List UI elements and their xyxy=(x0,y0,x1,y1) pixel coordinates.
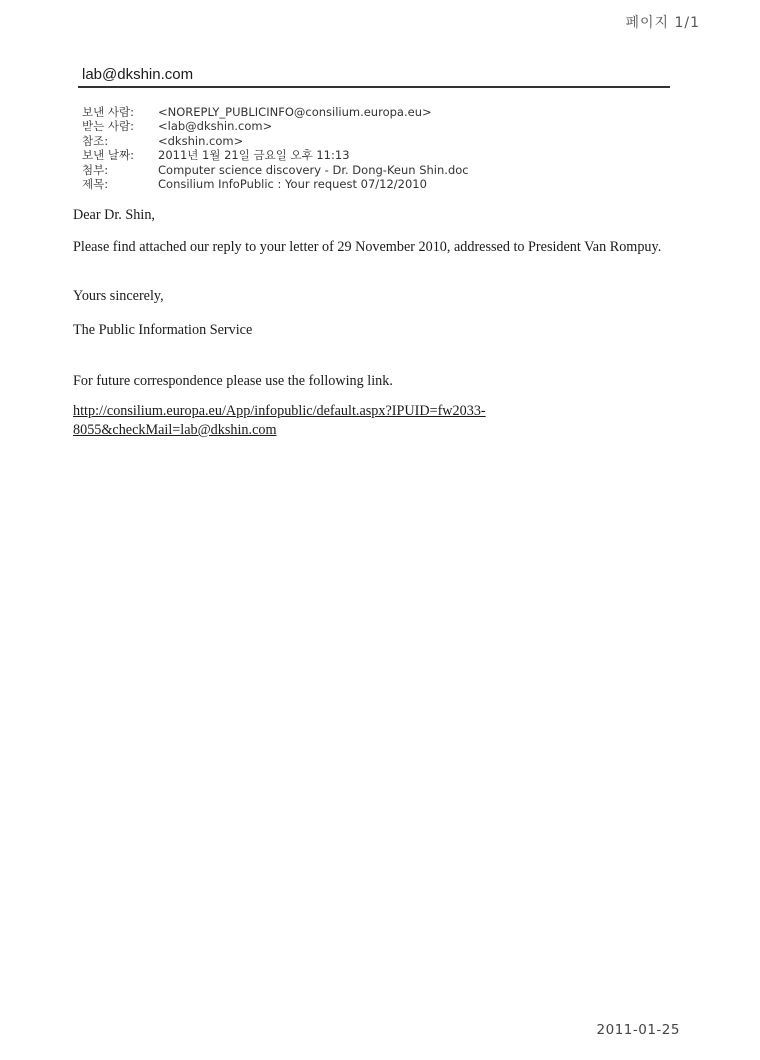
body-paragraph: Please find attached our reply to your letter of 29 November 2010, addressed to President Van Rompuy. xyxy=(73,239,662,255)
header-from-value: <NOREPLY_PUBLICINFO@consilium.europa.eu> xyxy=(158,105,432,119)
header-divider xyxy=(78,86,670,88)
header-to-label: 받는 사람: xyxy=(82,119,134,134)
header-cc-label: 참조: xyxy=(82,133,109,148)
header-subject-label: 제목: xyxy=(82,176,109,191)
header-cc-value: <dkshin.com> xyxy=(158,133,244,148)
greeting: Dear Dr. Shin, xyxy=(73,207,155,223)
header-attachment-row xyxy=(82,163,469,177)
future-correspondence-note: For future correspondence please use the following link. xyxy=(73,373,393,389)
header-from-row xyxy=(82,105,469,119)
email-headers xyxy=(82,105,469,191)
signature: The Public Information Service xyxy=(73,322,253,338)
closing: Yours sincerely, xyxy=(73,288,164,304)
header-to-value: <lab@dkshin.com> xyxy=(158,119,273,134)
header-attachment-label: 첨부: xyxy=(82,162,109,177)
header-cc-row xyxy=(82,134,469,148)
header-date-label: 보낸 날짜: xyxy=(82,148,134,163)
account-email: lab@dkshin.com xyxy=(82,66,194,83)
page-indicator: 페이지 1/1 xyxy=(625,15,700,31)
correspondence-link-line-2[interactable]: 8055&checkMail=lab@dkshin.com xyxy=(73,422,277,438)
header-attachment-value: Computer science discovery - Dr. Dong-Keun Shin.doc xyxy=(158,162,469,177)
footer-date: 2011-01-25 xyxy=(596,1022,680,1038)
header-from-label: 보낸 사람: xyxy=(82,105,134,119)
header-subject-value: Consilium InfoPublic : Your request 07/12/2010 xyxy=(158,176,427,191)
correspondence-link-block xyxy=(73,402,673,440)
header-date-value: 2011년 1월 21일 금요일 오후 11:13 xyxy=(158,148,350,163)
header-date-row xyxy=(82,148,469,162)
header-to-row xyxy=(82,119,469,133)
correspondence-link-line-1[interactable]: http://consilium.europa.eu/App/infopublic/default.aspx?IPUID=fw2033- xyxy=(73,403,486,419)
email-body xyxy=(73,206,673,440)
header-subject-row xyxy=(82,177,469,191)
